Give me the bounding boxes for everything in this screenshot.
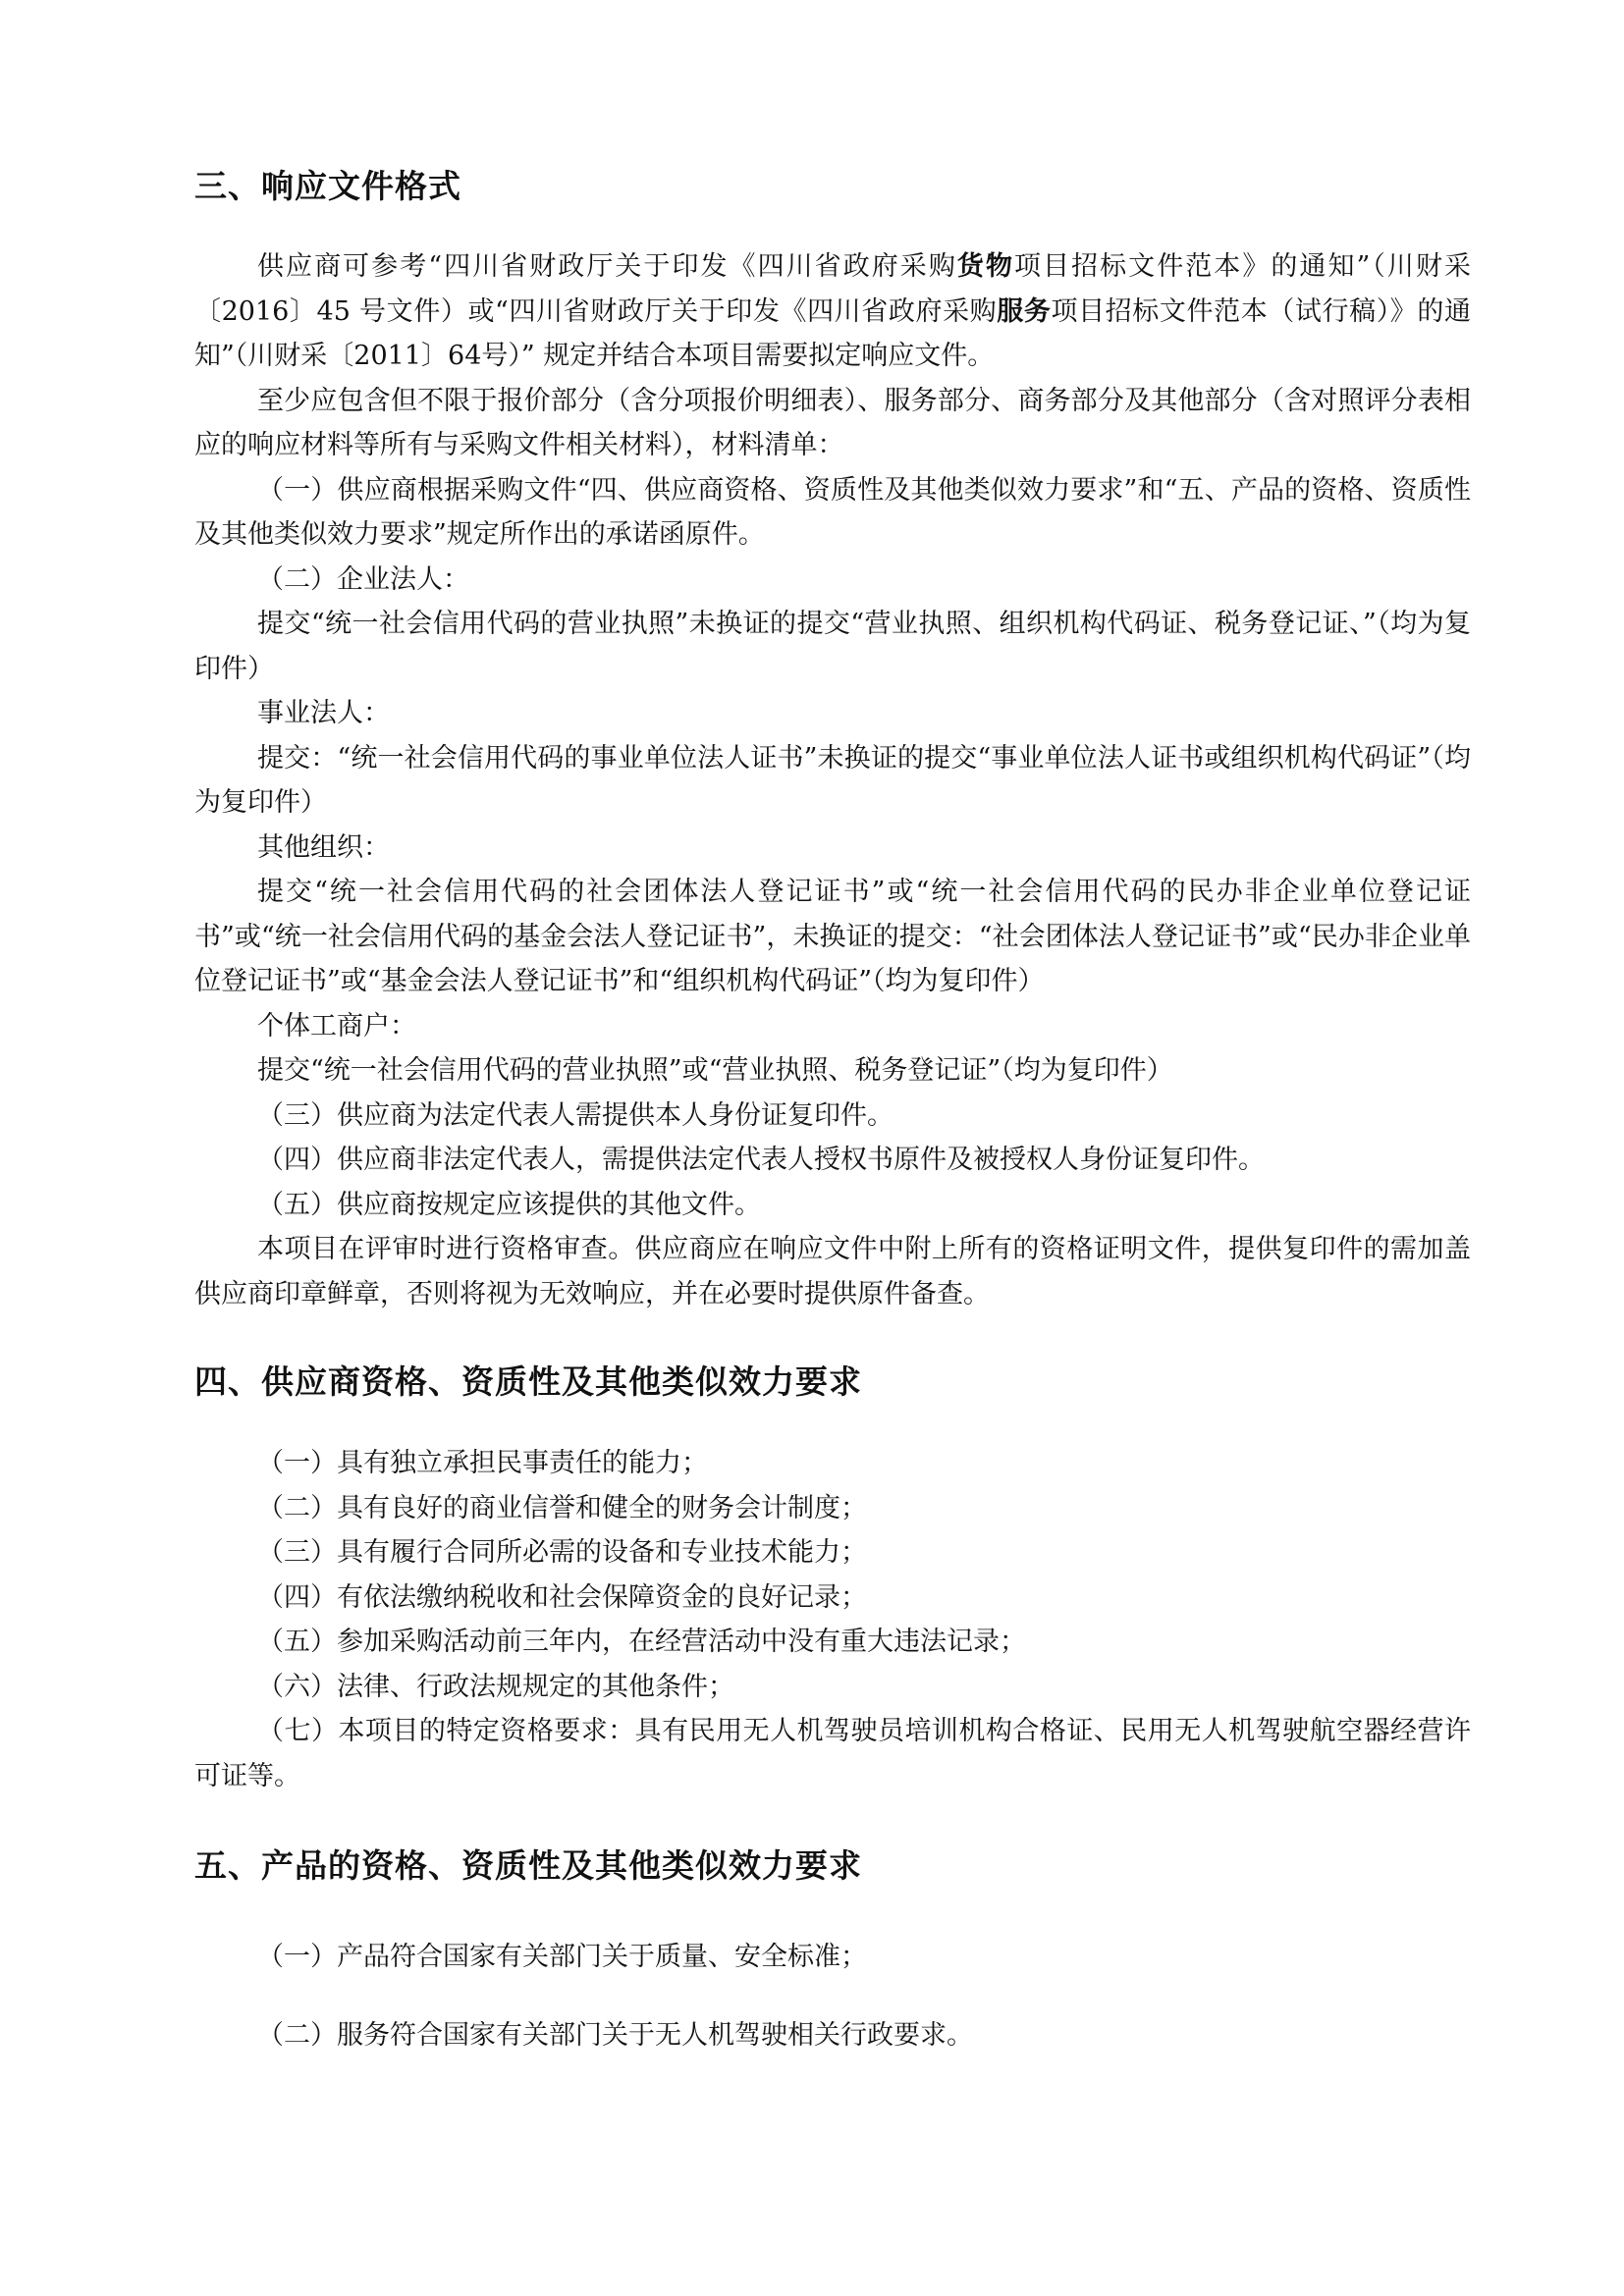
paragraph: （五）供应商按规定应该提供的其他文件。 [257, 1189, 761, 1220]
intro-bold-goods: 货物 [956, 251, 1014, 282]
section-heading: 五、产品的资格、资质性及其他类似效力要求 [194, 1846, 862, 1885]
intro-text-3: 项目招标文件范本（试行稿）》的通知”（川财采〔2011〕64号）” 规定并结合本项目需要拟定响应文件。 [194, 295, 1471, 371]
section-heading: 三、响应文件格式 [194, 167, 461, 205]
list-item: （六）法律、行政法规规定的其他条件； [257, 1671, 734, 1702]
intro-bold-services: 服务 [997, 295, 1052, 327]
paragraph: 提交“统一社会信用代码的营业执照”未换证的提交“营业执照、组织机构代码证、税务登记证、”（均为复印件） [194, 609, 1471, 684]
list-item: （四）有依法缴纳税收和社会保障资金的良好记录； [257, 1581, 867, 1613]
paragraph: 至少应包含但不限于报价部分（含分项报价明细表）、服务部分、商务部分及其他部分（含对照评分表相应的响应材料等所有与采购文件相关材料），材料清单： [194, 385, 1471, 460]
paragraph: （四）供应商非法定代表人，需提供法定代表人授权书原件及被授权人身份证复印件。 [257, 1145, 1265, 1175]
paragraph: 事业法人： [257, 698, 390, 728]
list-item: （三）具有履行合同所必需的设备和专业技术能力； [257, 1537, 867, 1568]
paragraph: 提交“统一社会信用代码的社会团体法人登记证书”或“统一社会信用代码的民办非企业单位登记证书”或“统一社会信用代码的基金会法人登记证书”，未换证的提交：“社会团体法人登记证书”或“民办非企业单位登记证书”或“基金会法人登记证书”和“组织机构代码证”（均为复印件） [194, 877, 1471, 996]
paragraph: 提交“统一社会信用代码的营业执照”或“营业执照、税务登记证”（均为复印件） [257, 1055, 1173, 1086]
section-heading: 四、供应商资格、资质性及其他类似效力要求 [194, 1362, 862, 1401]
paragraph: 提交：“统一社会信用代码的事业单位法人证书”未换证的提交“事业单位法人证书或组织机构代码证”（均为复印件） [194, 742, 1471, 818]
paragraph: （二）企业法人： [257, 563, 469, 595]
intro-lead: 供应商可参考 [257, 251, 429, 282]
list-item: （七）本项目的特定资格要求：具有民用无人机驾驶员培训机构合格证、民用无人机驾驶航空器经营许可证等。 [194, 1716, 1471, 1791]
intro-text-1: “四川省财政厅关于印发《四川省政府采购 [428, 251, 957, 282]
intro-paragraph [194, 244, 1471, 379]
paragraph: 本项目在评审时进行资格审查。供应商应在响应文件中附上所有的资格证明文件，提供复印件的需加盖供应商印章鲜章，否则将视为无效响应，并在必要时提供原件备查。 [194, 1234, 1471, 1309]
intro-text-2: 项目招标文件范本》的通知”（川财采〔2016〕45 号文件）或“四川省财政厅关于印发《四川省政府采购 [194, 251, 1472, 327]
paragraph: 个体工商户： [257, 1010, 416, 1041]
list-item: （五）参加采购活动前三年内，在经营活动中没有重大违法记录； [257, 1627, 1026, 1657]
paragraph: （一）供应商根据采购文件“四、供应商资格、资质性及其他类似效力要求”和“五、产品的资格、资质性及其他类似效力要求”规定所作出的承诺函原件。 [194, 474, 1471, 550]
list-item: （一）具有独立承担民事责任的能力； [257, 1448, 708, 1478]
paragraph: 其他组织： [257, 831, 390, 863]
list-item: （二）服务符合国家有关部门关于无人机驾驶相关行政要求。 [257, 2019, 973, 2051]
paragraph: （三）供应商为法定代表人需提供本人身份证复印件。 [257, 1099, 893, 1131]
list-item: （一）产品符合国家有关部门关于质量、安全标准； [257, 1942, 867, 1972]
document-body [194, 165, 1471, 2057]
list-item: （二）具有良好的商业信誉和健全的财务会计制度； [257, 1492, 867, 1523]
